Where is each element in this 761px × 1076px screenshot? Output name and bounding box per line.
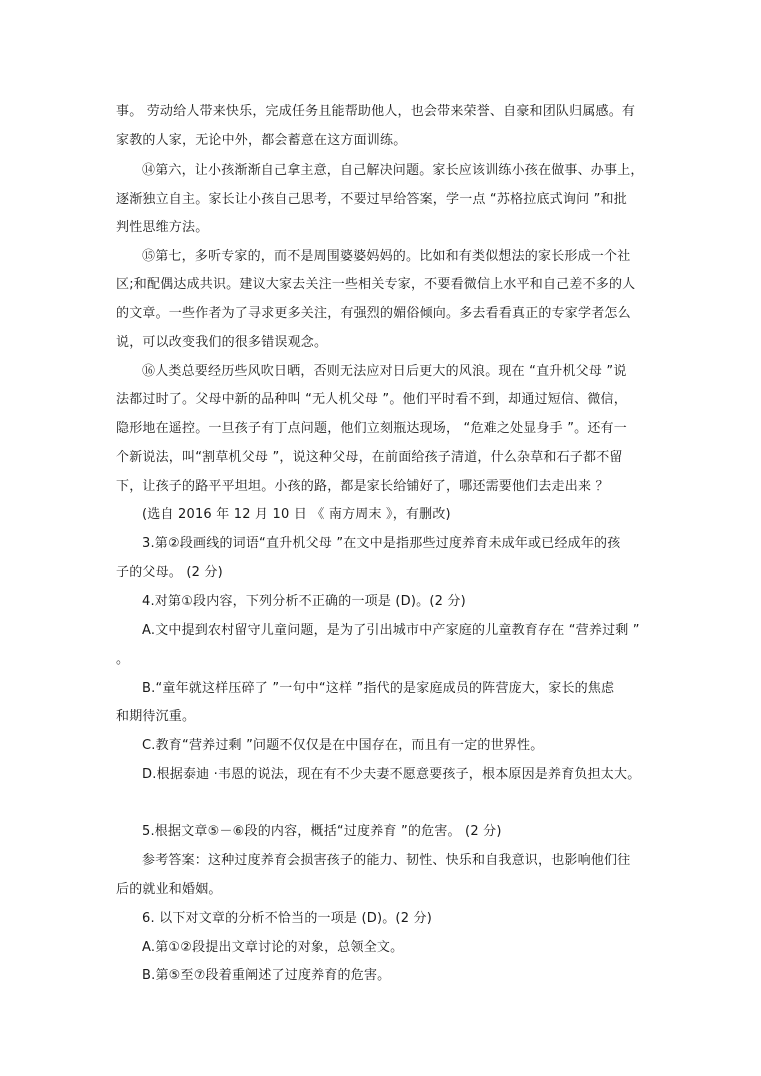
- paragraph-16-line: ⑯人类总要经历些风吹日晒，否则无法应对日后更大的风浪。现在 “直升机父母 ”说: [142, 364, 627, 379]
- text-line: 下，让孩子的路平平坦坦。小孩的路，都是家长给铺好了，哪还需要他们去走出来 ？: [116, 479, 609, 494]
- paragraph-15-line: ⑮第七，多听专家的，而不是周围婆婆妈妈的。比如和有类似想法的家长形成一个社: [142, 249, 631, 264]
- text-line: 个新说法，叫“割草机父母 ”，说这种父母，在前面给孩子清道，什么杂草和石子都不留: [116, 450, 623, 465]
- question-6: 6. 以下对文章的分析不恰当的一项是 (D)。(2 分): [142, 911, 432, 926]
- text-line: 的文章。一些作者为了寻求更多关注，有强烈的媚俗倾向。多去看看真正的专家学者怎么: [116, 306, 631, 321]
- option-a: A.文中提到农村留守儿童问题，是为了引出城市中产家庭的儿童教育存在 “营养过剩 ”: [142, 623, 640, 638]
- question-5: 5.根据文章⑤－⑥段的内容，概括“过度养育 ”的危害。 (2 分): [142, 824, 502, 839]
- option-c: C.教育“营养过剩 ”问题不仅仅是在中国存在，而且有一定的世界性。: [142, 738, 544, 753]
- option-a: A.第①②段提出文章讨论的对象，总领全文。: [142, 940, 404, 955]
- question-4: 4.对第①段内容，下列分析不正确的一项是 (D)。(2 分): [142, 594, 466, 609]
- text-line: 法都过时了。父母中新的品种叫 “无人机父母 ”。他们平时看不到，却通过短信、微信，: [116, 392, 627, 407]
- text-line: 逐渐独立自主。家长让小孩自己思考，不要过早给答案，学一点 “苏格拉底式询问 ”和批: [116, 192, 627, 207]
- text-line: 事。 劳动给人带来快乐，完成任务且能帮助他人，也会带来荣誉、自豪和团队归属感。有: [116, 104, 636, 119]
- text-line: 隐形地在遥控。一旦孩子有丁点问题，他们立刻瓶达现场， “危难之处显身手 ”。还有一: [116, 421, 627, 436]
- option-b: B.第⑤至⑦段着重阐述了过度养育的危害。: [142, 968, 391, 983]
- source-citation: (选自 2016 年 12 月 10 日 《 南方周末 》，有删改): [142, 507, 451, 522]
- text-line: 。: [116, 652, 130, 667]
- text-line: 子的父母。 (2 分): [116, 565, 223, 580]
- text-line: 区;和配偶达成共识。建议大家去关注一些相关专家，不要看微信上水平和自己差不多的人: [116, 277, 636, 292]
- text-line: 家教的人家，无论中外，都会蓄意在这方面训练。: [116, 133, 407, 148]
- paragraph-14-line: ⑭第六，让小孩渐渐自己拿主意，自己解决问题。家长应该训练小孩在做事、办事上，: [142, 163, 644, 178]
- question-3: 3.第②段画线的词语“直升机父母 ”在文中是指那些过度养育未成年或已经成年的孩: [142, 536, 621, 551]
- text-line: 后的就业和婚姻。: [116, 882, 222, 897]
- option-d: D.根据泰迪 ·韦恩的说法，现在有不少夫妻不愿意要孩子，根本原因是养育负担太大。: [142, 767, 641, 782]
- text-line: 说，可以改变我们的很多错误观念。: [116, 335, 328, 350]
- text-line: 和期待沉重。: [116, 709, 196, 724]
- reference-answer: 参考答案：这种过度养育会损害孩子的能力、韧性、快乐和自我意识，也影响他们往: [142, 853, 631, 868]
- text-line: 判性思维方法。: [116, 220, 209, 235]
- option-b: B.“童年就这样压碎了 ”一句中“这样 ”指代的是家庭成员的阵营庞大，家长的焦虑: [142, 681, 615, 696]
